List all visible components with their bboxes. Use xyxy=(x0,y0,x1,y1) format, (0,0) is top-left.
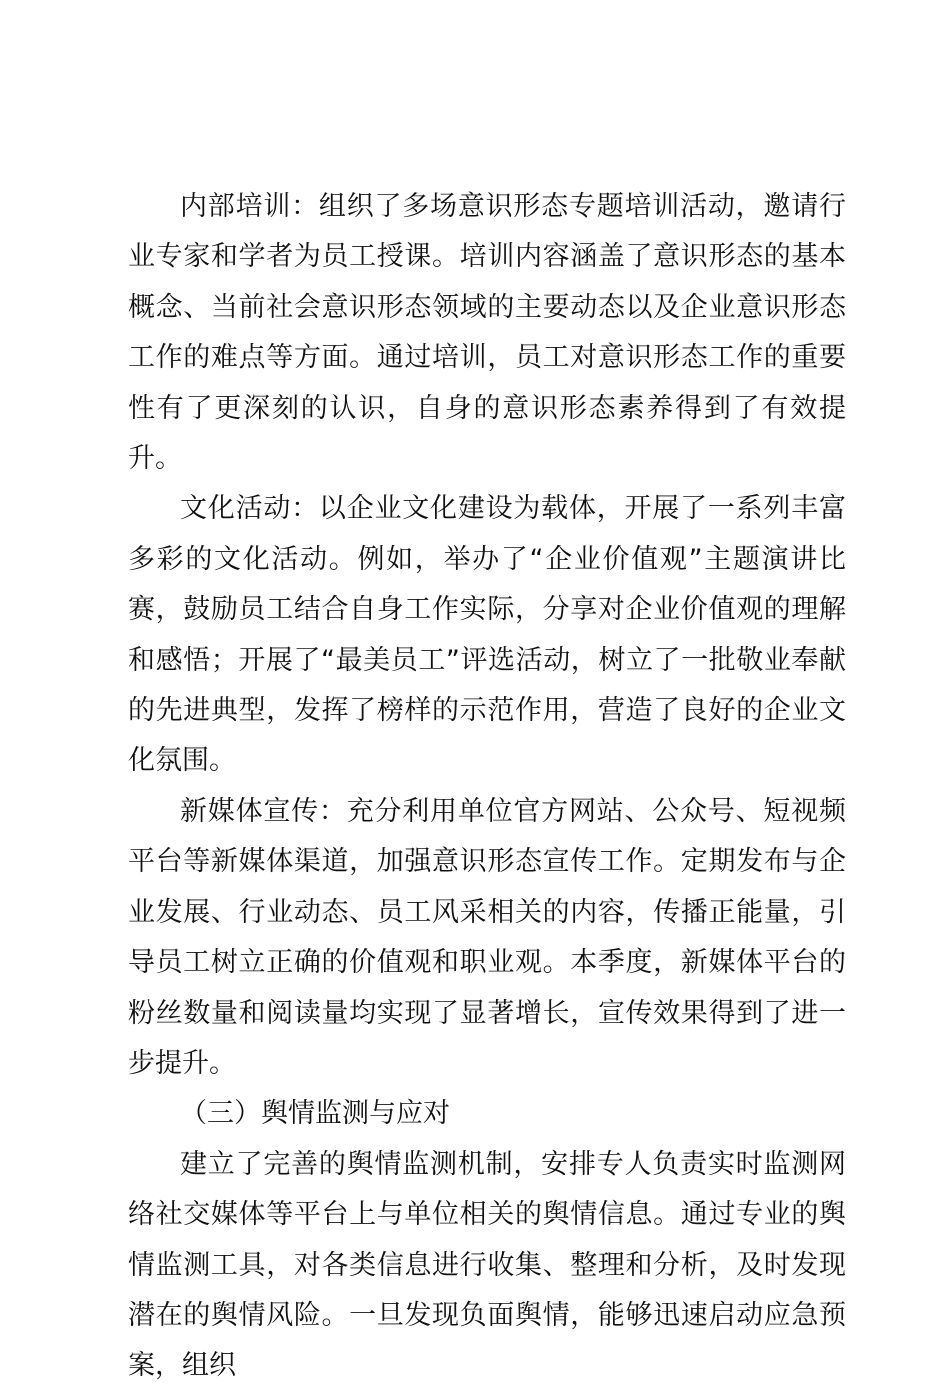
paragraph-opinion-monitoring: 建立了完善的舆情监测机制，安排专人负责实时监测网络社交媒体等平台上与单位相关的舆情信息。通过专业的舆情监测工具，对各类信息进行收集、整理和分析，及时发现潜在的舆情风险。一旦发现负面舆情，能够迅速启动应急预案，组织 xyxy=(128,1148,846,1382)
document-body xyxy=(128,182,846,1392)
paragraph-cultural-activities: 文化活动：以企业文化建设为载体，开展了一系列丰富多彩的文化活动。例如，举办了“企业价值观”主题演讲比赛，鼓励员工结合自身工作实际，分享对企业价值观的理解和感悟；开展了“最美员工”评选活动，树立了一批敬业奉献的先进典型，发挥了榜样的示范作用，营造了良好的企业文化氛围。 xyxy=(128,493,846,777)
paragraph-internal-training: 内部培训：组织了多场意识形态专题培训活动，邀请行业专家和学者为员工授课。培训内容涵盖了意识形态的基本概念、当前社会意识形态领域的主要动态以及企业意识形态工作的难点等方面。通过培训，员工对意识形态工作的重要性有了更深刻的认识，自身的意识形态素养得到了有效提升。 xyxy=(128,191,846,475)
paragraph-new-media-promotion: 新媒体宣传：充分利用单位官方网站、公众号、短视频平台等新媒体渠道，加强意识形态宣传工作。定期发布与企业发展、行业动态、员工风采相关的内容，传播正能量，引导员工树立正确的价值观和职业观。本季度，新媒体平台的粉丝数量和阅读量均实现了显著增长，宣传效果得到了进一步提升。 xyxy=(128,795,846,1079)
section-heading-opinion-monitoring: （三）舆情监测与应对 xyxy=(180,1098,450,1130)
